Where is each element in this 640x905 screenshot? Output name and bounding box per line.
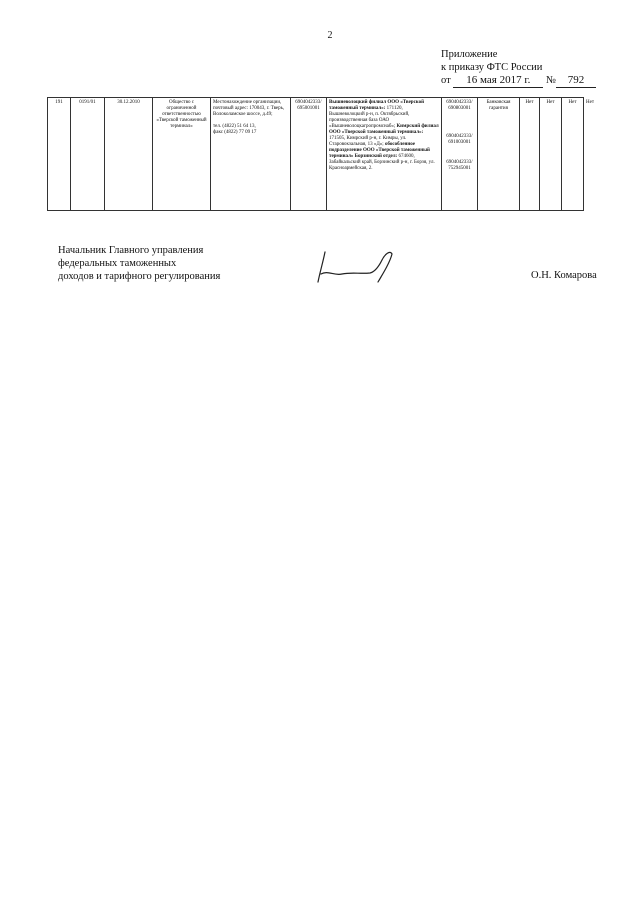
- cell-col11: Нет: [562, 98, 584, 211]
- branch1-title: Вышневолоцкий филиал ООО «Тверской таможенный терминал»:: [329, 100, 424, 111]
- cell-index: 191: [48, 98, 71, 211]
- appendix-from: от: [441, 75, 451, 86]
- table-row: 191 0191/01 30.12.2010 Общество с ограниченной ответственностью «Тверской таможенный терминал» Местонахождение организации, почтовый адрес: 170043, г. Тверь, Волоколамское шоссе, д.49; тел. (4822) 51 64 13, факс (4822) 77 09 17 6904042333/ 695001001 Вышневолоцкий филиал ООО «Тверской таможенный терминал»: 171120, Вышневолоцкий р-н, п. Октябрьский, производственная база ОАО «Вышневолоцкагропромснаб»; Кимрский филиал ООО «Тверской таможенный терминал»: 171505, Кимрский р-н, г. Кимры, ул. Старовокзальная, 13 «Д»; обособленное подразделение ООО «Тверской таможенный терминал» Борзинский отдел: 674600, Забайкальский край, Борзинский р-н, г. Борзя, ул. Красноармейская, 2. 6904042333/ 690803001 6904042333/ 691003001 6904042333/ 752945001 Банковская гарантия Нет Нет Нет Нет: [48, 98, 584, 211]
- address-main: Местонахождение организации, почтовый адрес: 170043, г. Тверь, Волоколамское шоссе, д.49;: [213, 100, 285, 117]
- cell-branch-kpp: [442, 98, 478, 211]
- address-phone: тел. (4822) 51 64 13,: [213, 124, 256, 129]
- branch-kpp-1: 6904042333/ 690803001: [446, 100, 473, 111]
- branch3-address: 674600, Забайкальский край, Борзинский р-н, г. Борзя, ул. Красноармейская, 2.: [329, 154, 435, 171]
- cell-org-name: Общество с ограниченной ответственностью «Тверской таможенный терминал»: [153, 98, 211, 211]
- cell-branches: [327, 98, 442, 211]
- appendix-header: [441, 48, 596, 88]
- page-number: 2: [327, 30, 333, 41]
- appendix-order-ref: к приказу ФТС России: [441, 62, 543, 73]
- cell-col9: Нет: [520, 98, 540, 211]
- appendix-number: 792: [556, 74, 596, 88]
- cell-reg-number: 0191/01: [71, 98, 105, 211]
- signatory-title: [58, 244, 220, 283]
- branch3-title: обособленное подразделение ООО «Тверской таможенный терминал» Борзинский отдел:: [329, 142, 430, 159]
- registry-table: [47, 97, 595, 211]
- branch2-address: 171505, Кимрский р-н, г. Кимры, ул. Старовокзальная, 13 «Д»;: [329, 136, 407, 147]
- cell-inn-kpp: 6904042333/ 695001001: [291, 98, 327, 211]
- cell-address: [211, 98, 291, 211]
- handwritten-signature: [312, 248, 402, 288]
- appendix-num-sign: №: [545, 75, 556, 86]
- branch-kpp-2: 6904042333/ 691003001: [446, 134, 473, 145]
- appendix-date-line: [441, 74, 596, 88]
- cell-date: 30.12.2010: [105, 98, 153, 211]
- branch-kpp-3: 6904042333/ 752945001: [446, 160, 473, 171]
- signatory-title-line2: федеральных таможенных: [58, 258, 177, 269]
- signatory-title-line1: Начальник Главного управления: [58, 245, 204, 256]
- address-fax: факс (4822) 77 09 17: [213, 130, 257, 135]
- signatory-title-line3: доходов и тарифного регулирования: [58, 271, 221, 282]
- appendix-date: 16 мая 2017 г.: [453, 74, 543, 88]
- cell-guarantee: Банковская гарантия: [478, 98, 520, 211]
- cell-col10: Нет: [540, 98, 562, 211]
- appendix-title: Приложение: [441, 49, 498, 60]
- signatory-name: О.Н. Комарова: [531, 270, 597, 281]
- branch1-address: 171120, Вышневолоцкий р-н, п. Октябрьский, производственная база ОАО «Вышневолоцкагропромснаб»;: [329, 106, 410, 129]
- branch2-title: Кимрский филиал ООО «Тверской таможенный терминал»:: [329, 124, 439, 135]
